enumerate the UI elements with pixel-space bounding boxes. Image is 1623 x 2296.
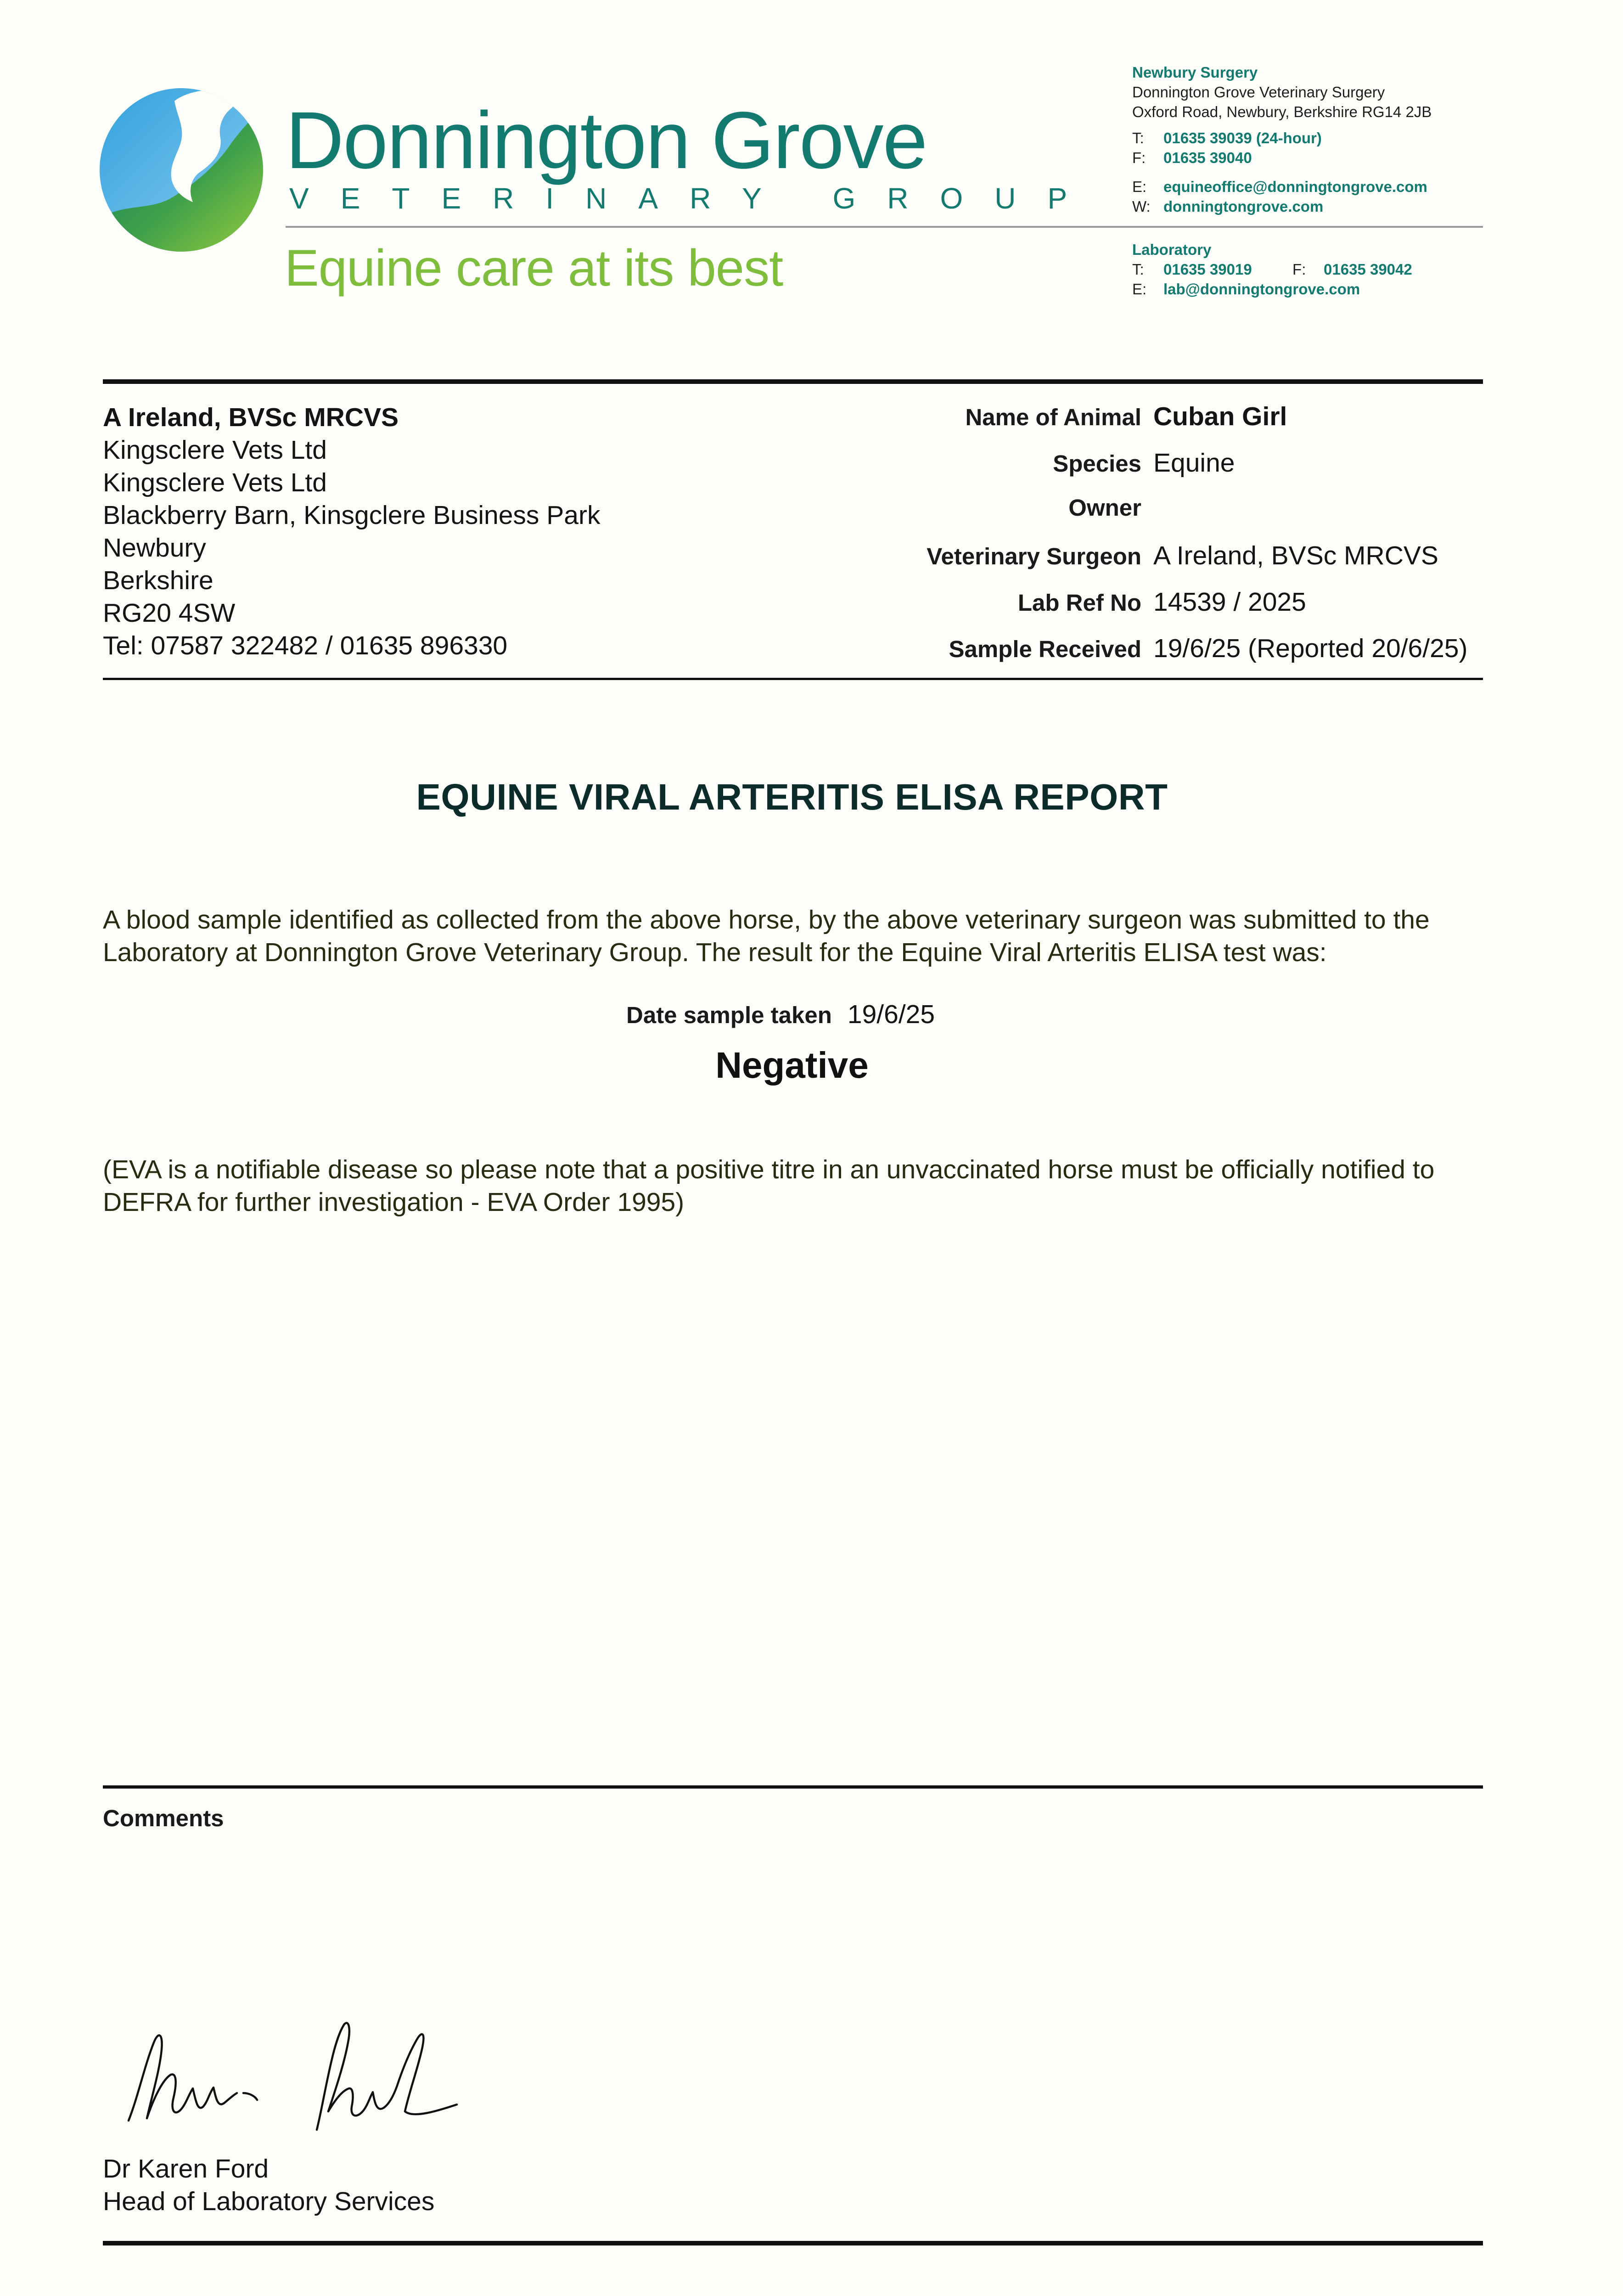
detail-row-animal [826,401,1467,448]
newbury-phone[interactable]: 01635 39039 (24-hour) [1163,129,1322,146]
newbury-address-line2: Oxford Road, Newbury, Berkshire RG14 2JB [1132,103,1432,120]
recipient-phone: Tel: 07587 322482 / 01635 896330 [103,631,508,660]
date-sample-taken [626,999,935,1030]
animal-details [826,401,1467,680]
animal-name-label: Name of Animal [965,404,1141,430]
lab-email-label: E: [1132,281,1147,298]
signatory-name: Dr Karen Ford [103,2154,269,2183]
species-value: Equine [1153,448,1235,478]
lab-fax-label: F: [1292,261,1306,278]
newbury-fax: 01635 39040 [1163,149,1252,166]
detail-row-owner [826,494,1467,540]
date-taken-label: Date sample taken [626,1002,832,1028]
brand-tagline: Equine care at its best [285,239,783,297]
newbury-address-line1: Donnington Grove Veterinary Surgery [1132,84,1385,101]
recipient-line: RG20 4SW [103,598,236,628]
newbury-tel-label: T: [1132,129,1144,146]
recipient-line: Berkshire [103,566,213,595]
eva-notice: (EVA is a notifiable disease so please note that a positive titre in an unvaccinated horse must be officially notified to DEFRA for further investigation - EVA Order 1995) [103,1155,1435,1217]
horse-head-logo-icon [94,83,269,257]
letterhead-divider [286,226,1483,228]
recipient-name: A Ireland, BVSc MRCVS [103,403,399,432]
laboratory-contact [1132,240,1412,299]
signatory [103,2153,434,2218]
lab-tel-label: T: [1132,261,1144,278]
lab-phone[interactable]: 01635 39019 [1163,261,1252,278]
received-label: Sample Received [949,636,1141,662]
signatory-title: Head of Laboratory Services [103,2187,435,2216]
detail-row-received [826,633,1467,680]
report-intro: A blood sample identified as collected from the above horse, by the above veterinary surgeon was submitted to the Laboratory at Donnington Grove Veterinary Group. The result for the Equine Viral Arteritis ELISA test was: [103,905,1430,967]
owner-label: Owner [1068,495,1141,521]
newbury-fax-label: F: [1132,149,1146,166]
animal-name-value: Cuban Girl [1153,402,1287,431]
header-rule [103,379,1483,384]
report-title: EQUINE VIRAL ARTERITIS ELISA REPORT [416,777,1168,817]
received-value: 19/6/25 (Reported 20/6/25) [1153,634,1468,663]
vet-value: A Ireland, BVSc MRCVS [1153,541,1438,570]
labref-label: Lab Ref No [1017,590,1141,616]
vet-label: Veterinary Surgeon [927,543,1141,569]
recipient-line: Newbury [103,533,206,563]
brand-subtitle: VETERINARY GROUP [289,182,1099,215]
comments-label: Comments [103,1805,224,1831]
lab-email-link[interactable]: lab@donningtongrove.com [1163,281,1360,298]
newbury-web-label: W: [1132,198,1151,215]
brand-name: Donnington Grove [286,96,927,186]
date-taken-value: 19/6/25 [847,1000,935,1029]
lab-fax: 01635 39042 [1324,261,1412,278]
recipient-line: Kingsclere Vets Ltd [103,435,327,465]
details-rule [103,678,1483,680]
recipient-line: Blackberry Barn, Kinsgclere Business Park [103,501,601,530]
newbury-email-link[interactable]: equineoffice@donningtongrove.com [1163,178,1427,195]
detail-row-species [826,448,1467,494]
detail-row-labref [826,587,1467,633]
test-result: Negative [715,1045,869,1086]
newbury-heading: Newbury Surgery [1132,64,1258,81]
handwritten-signature-icon [119,2006,487,2139]
labref-value: 14539 / 2025 [1153,587,1306,617]
footer-rule [103,2241,1483,2245]
newbury-email-label: E: [1132,178,1147,195]
newbury-website-link[interactable]: donningtongrove.com [1163,198,1324,215]
comments-rule [103,1785,1483,1789]
recipient-line: Kingsclere Vets Ltd [103,468,327,497]
species-label: Species [1053,450,1141,477]
recipient-address [103,401,600,662]
detail-row-vet [826,540,1467,587]
newbury-surgery-contact [1132,62,1432,216]
laboratory-heading: Laboratory [1132,241,1212,258]
